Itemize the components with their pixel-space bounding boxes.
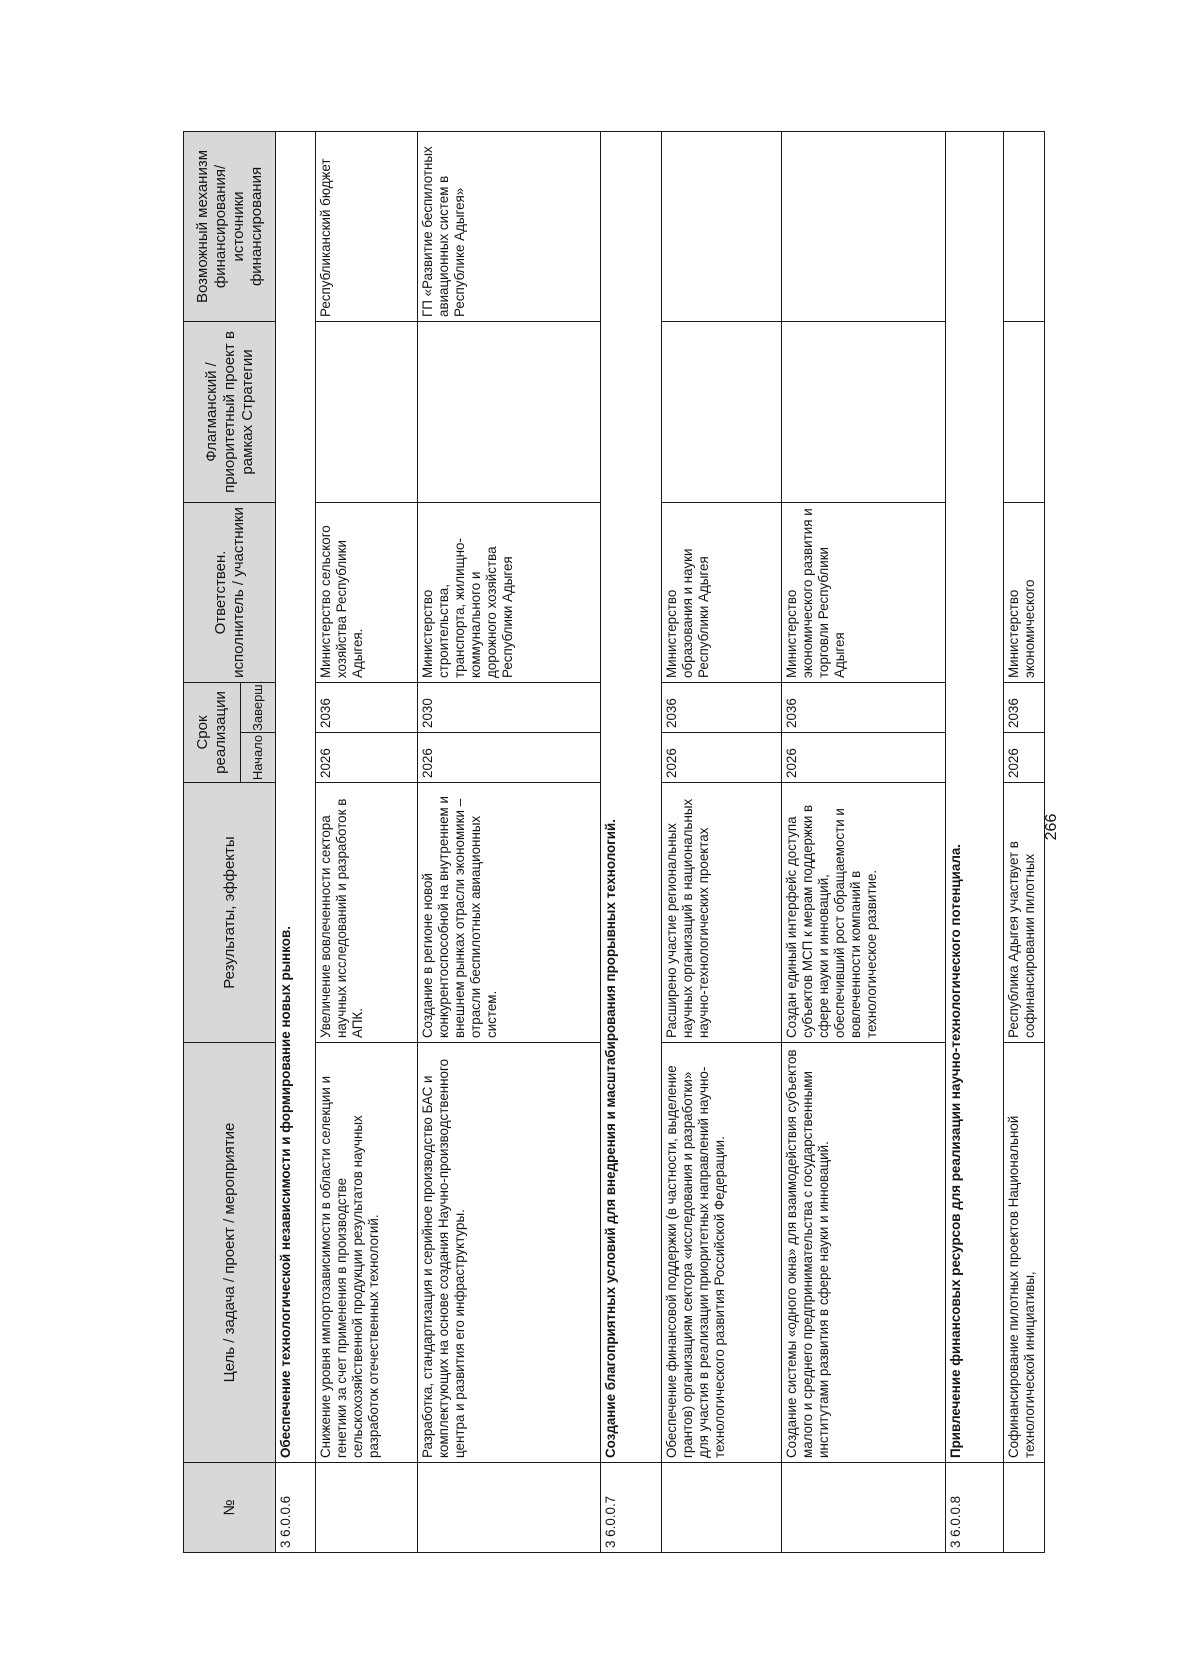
section-title: Привлечение финансовых ресурсов для реализации научно-технологического потенциала. — [945, 131, 1003, 1462]
row-financing — [661, 131, 782, 321]
table-row — [945, 131, 1003, 1552]
row-goal: Создание системы «одного окна» для взаимодействия субъектов малого и среднего предпринимательства с государственными институтами развития в сфере науки и инноваций. — [782, 1043, 946, 1463]
row-flagship — [315, 321, 417, 502]
row-end: 2036 — [1004, 682, 1045, 732]
row-responsible: Министерство сельского хозяйства Республики Адыгея. — [315, 502, 417, 682]
row-responsible: Министерство экономического — [1004, 502, 1045, 682]
row-flagship — [661, 321, 782, 502]
row-start: 2026 — [782, 733, 946, 783]
row-number: 3 6.0.0.6 — [276, 1463, 316, 1553]
row-end: 2036 — [782, 682, 946, 732]
row-results: Увеличение вовлеченности сектора научных исследований и разработок в АПК. — [315, 783, 417, 1043]
row-results: Создан единый интерфейс доступа субъектов МСП к мерам поддержки в сфере науки и инноваций, обеспечивший рост обращаемости и вовлеченности компаний в технологическое развитие. — [782, 783, 946, 1043]
table-row — [661, 131, 782, 1552]
row-end: 2036 — [315, 682, 417, 732]
row-results: Республика Адыгея участвует в софинансировании пилотных — [1004, 783, 1045, 1043]
row-start: 2026 — [418, 733, 601, 783]
header-start: Начало — [241, 733, 276, 783]
row-end: 2030 — [418, 682, 601, 732]
row-responsible: Министерство строительства, транспорта, жилищно-коммунального и дорожного хозяйства Республики Адыгея — [418, 502, 601, 682]
row-start: 2026 — [661, 733, 782, 783]
row-goal: Обеспечение финансовой поддержки (в частности, выделение грантов) организациям сектора «исследования и разработки» для участия в реализации приоритетных направлений научно-технологического развития Российской Федерации. — [661, 1043, 782, 1463]
row-number: 3 6.0.0.7 — [601, 1463, 661, 1553]
row-number: 3 6.0.0.8 — [945, 1463, 1003, 1553]
row-start: 2026 — [315, 733, 417, 783]
row-number — [418, 1463, 601, 1553]
row-goal: Разработка, стандартизация и серийное производство БАС и комплектующих на основе создания Научно-производственного центра и развития его инфраструктуры. — [418, 1043, 601, 1463]
table-row — [418, 131, 601, 1552]
table-row — [601, 131, 661, 1552]
header-flagship: Флагманский / приоритетный проект в рамках Стратегии — [184, 321, 276, 502]
table-row — [315, 131, 417, 1552]
row-results: Расширено участие региональных научных организаций в национальных научно-технологических проектах — [661, 783, 782, 1043]
row-results: Создание в регионе новой конкурентоспособной на внутреннем и внешнем рынках отрасли экономики – отрасли беспилотных авиационных систем. — [418, 783, 601, 1043]
row-financing: ГП «Развитие беспилотных авиационных систем в Республике Адыгея» — [418, 131, 601, 321]
row-flagship — [782, 321, 946, 502]
row-goal: Софинансирование пилотных проектов Национальной технологической инициативы, — [1004, 1043, 1045, 1463]
document-page — [183, 132, 1045, 1553]
header-num: № — [184, 1463, 276, 1553]
row-end: 2036 — [661, 682, 782, 732]
row-number — [782, 1463, 946, 1553]
row-financing — [782, 131, 946, 321]
row-number — [661, 1463, 782, 1553]
strategy-plan-table — [183, 131, 1045, 1553]
header-period: Срок реализации — [184, 682, 241, 782]
row-financing: Республиканский бюджет — [315, 131, 417, 321]
section-title: Создание благоприятных условий для внедрения и масштабирования прорывных технологий. — [601, 131, 661, 1462]
header-results: Результаты, эффекты — [184, 783, 276, 1043]
row-financing — [1004, 131, 1045, 321]
row-number — [1004, 1463, 1045, 1553]
page-number: 266 — [1043, 813, 1060, 841]
row-number — [315, 1463, 417, 1553]
section-title: Обеспечение технологической независимости и формирование новых рынков. — [276, 131, 316, 1462]
header-goal: Цель / задача / проект / мероприятие — [184, 1043, 276, 1463]
row-start: 2026 — [1004, 733, 1045, 783]
header-end: Заверш. — [241, 682, 276, 732]
row-responsible: Министерство экономического развития и торговли Республики Адыгея — [782, 502, 946, 682]
table-header — [184, 131, 276, 1552]
table-row — [782, 131, 946, 1552]
header-responsible: Ответствен. исполнитель / участники — [184, 502, 276, 682]
row-goal: Снижение уровня импортозависимости в области селекции и генетики за счет применения в производстве сельскохозяйственной продукции результатов научных разработок отечественных технологий. — [315, 1043, 417, 1463]
header-financing: Возможный механизм финансирования/ источники финансирования — [184, 131, 276, 321]
row-responsible: Министерство образования и науки Республики Адыгея — [661, 502, 782, 682]
row-flagship — [1004, 321, 1045, 502]
table-row — [276, 131, 316, 1552]
table-row — [1004, 131, 1045, 1552]
row-flagship — [418, 321, 601, 502]
